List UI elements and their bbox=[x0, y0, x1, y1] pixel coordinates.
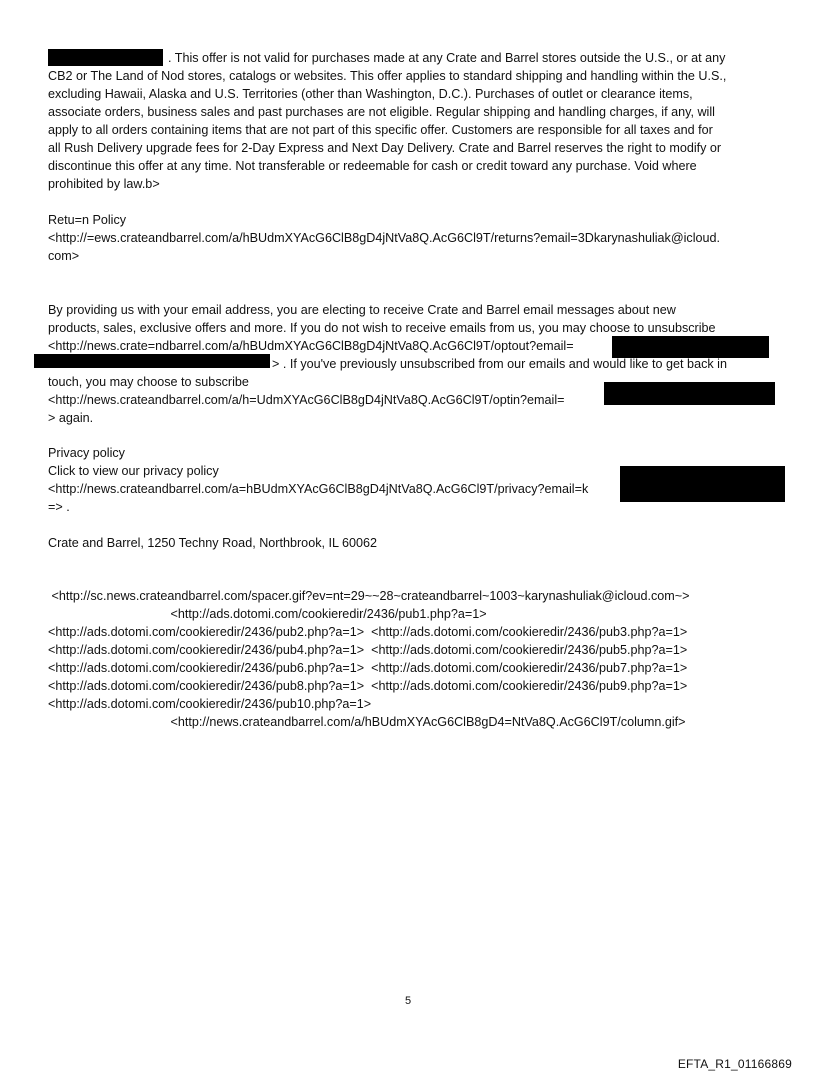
tracking-link[interactable]: <http://news.crateandbarrel.com/a/hBUdmXYAcG6ClB8gD4=NtVa8Q.AcG6Cl9T/column.gif> bbox=[48, 715, 686, 729]
offer-terms-line: . This offer is not valid for purchases made at any Crate and Barrel stores outside the U.S., or at any bbox=[168, 51, 726, 65]
email-notice-line: By providing us with your email address, you are electing to receive Crate and Barrel email messages about new bbox=[48, 303, 676, 317]
offer-terms-line: discontinue this offer at any time. Not transferable or redeemable for cash or credit toward any purchase. Void where bbox=[48, 159, 697, 173]
offer-terms-line: apply to all orders containing items that are not part of this specific offer. Customers are responsible for all taxes and for bbox=[48, 123, 713, 137]
subscribe-link[interactable]: <http://news.crateandbarrel.com/a/h=UdmXYAcG6ClB8gD4jNtVa8Q.AcG6Cl9T/optin?email= bbox=[48, 393, 565, 407]
return-policy-link[interactable]: <http://=ews.crateandbarrel.com/a/hBUdmXYAcG6ClB8gD4jNtVa8Q.AcG6Cl9T/returns?email=3Dkarynashuliak@icloud. bbox=[48, 231, 721, 245]
tracking-link[interactable]: <http://ads.dotomi.com/cookieredir/2436/pub8.php?a=1> <http://ads.dotomi.com/cookieredir/2436/pub9.php?a=1> bbox=[48, 679, 688, 693]
redaction-box bbox=[48, 49, 163, 66]
email-notice-line: touch, you may choose to subscribe bbox=[48, 375, 249, 389]
privacy-title: Privacy policy bbox=[48, 446, 125, 460]
offer-terms-line: prohibited by law.b> bbox=[48, 177, 160, 191]
tracking-link[interactable]: <http://ads.dotomi.com/cookieredir/2436/pub2.php?a=1> <http://ads.dotomi.com/cookieredir/2436/pub3.php?a=1> bbox=[48, 625, 688, 639]
unsubscribe-link-end: > . If you've previously unsubscribed from our emails and would like to get back in bbox=[272, 357, 727, 371]
offer-terms-line: CB2 or The Land of Nod stores, catalogs or websites. This offer applies to standard shipping and handling within the U.S., bbox=[48, 69, 727, 83]
email-notice-line: products, sales, exclusive offers and more. If you do not wish to receive emails from us, you may choose to unsubscribe bbox=[48, 321, 716, 335]
privacy-link-end: => . bbox=[48, 500, 70, 514]
redaction-box bbox=[34, 354, 270, 368]
redaction-box bbox=[620, 466, 785, 502]
unsubscribe-link[interactable]: <http://news.crate=ndbarrel.com/a/hBUdmXYAcG6ClB8gD4jNtVa8Q.AcG6Cl9T/optout?email= bbox=[48, 339, 574, 353]
offer-terms-line: all Rush Delivery upgrade fees for 2-Day Express and Next Day Delivery. Crate and Barrel reserves the right to modify or bbox=[48, 141, 722, 155]
tracking-link[interactable]: <http://ads.dotomi.com/cookieredir/2436/pub6.php?a=1> <http://ads.dotomi.com/cookieredir/2436/pub7.php?a=1> bbox=[48, 661, 688, 675]
document-id: EFTA_R1_01166869 bbox=[677, 1057, 792, 1071]
page-number: 5 bbox=[404, 995, 412, 1007]
tracking-link[interactable]: <http://ads.dotomi.com/cookieredir/2436/pub1.php?a=1> bbox=[48, 607, 487, 621]
return-policy-link-cont[interactable]: com> bbox=[48, 249, 80, 263]
offer-terms-line: associate orders, business sales and past purchases are not eligible. Regular shipping and handling charges, if any, will bbox=[48, 105, 715, 119]
subscribe-link-end: > again. bbox=[48, 411, 94, 425]
offer-terms-line: excluding Hawaii, Alaska and U.S. Territories (other than Washington, D.C.). Purchases of outlet or clearance items, bbox=[48, 87, 693, 101]
tracking-link[interactable]: <http://sc.news.crateandbarrel.com/spacer.gif?ev=nt=29~~28~crateandbarrel~1003~karynashuliak@icloud.com~> bbox=[48, 589, 690, 603]
privacy-link[interactable]: <http://news.crateandbarrel.com/a=hBUdmXYAcG6ClB8gD4jNtVa8Q.AcG6Cl9T/privacy?email=k bbox=[48, 482, 589, 496]
tracking-link[interactable]: <http://ads.dotomi.com/cookieredir/2436/pub10.php?a=1> bbox=[48, 697, 372, 711]
tracking-link[interactable]: <http://ads.dotomi.com/cookieredir/2436/pub4.php?a=1> <http://ads.dotomi.com/cookieredir/2436/pub5.php?a=1> bbox=[48, 643, 688, 657]
company-address: Crate and Barrel, 1250 Techny Road, Northbrook, IL 60062 bbox=[48, 536, 378, 550]
return-policy-title: Retu=n Policy bbox=[48, 213, 127, 227]
privacy-text: Click to view our privacy policy bbox=[48, 464, 219, 478]
redaction-box bbox=[604, 382, 775, 405]
